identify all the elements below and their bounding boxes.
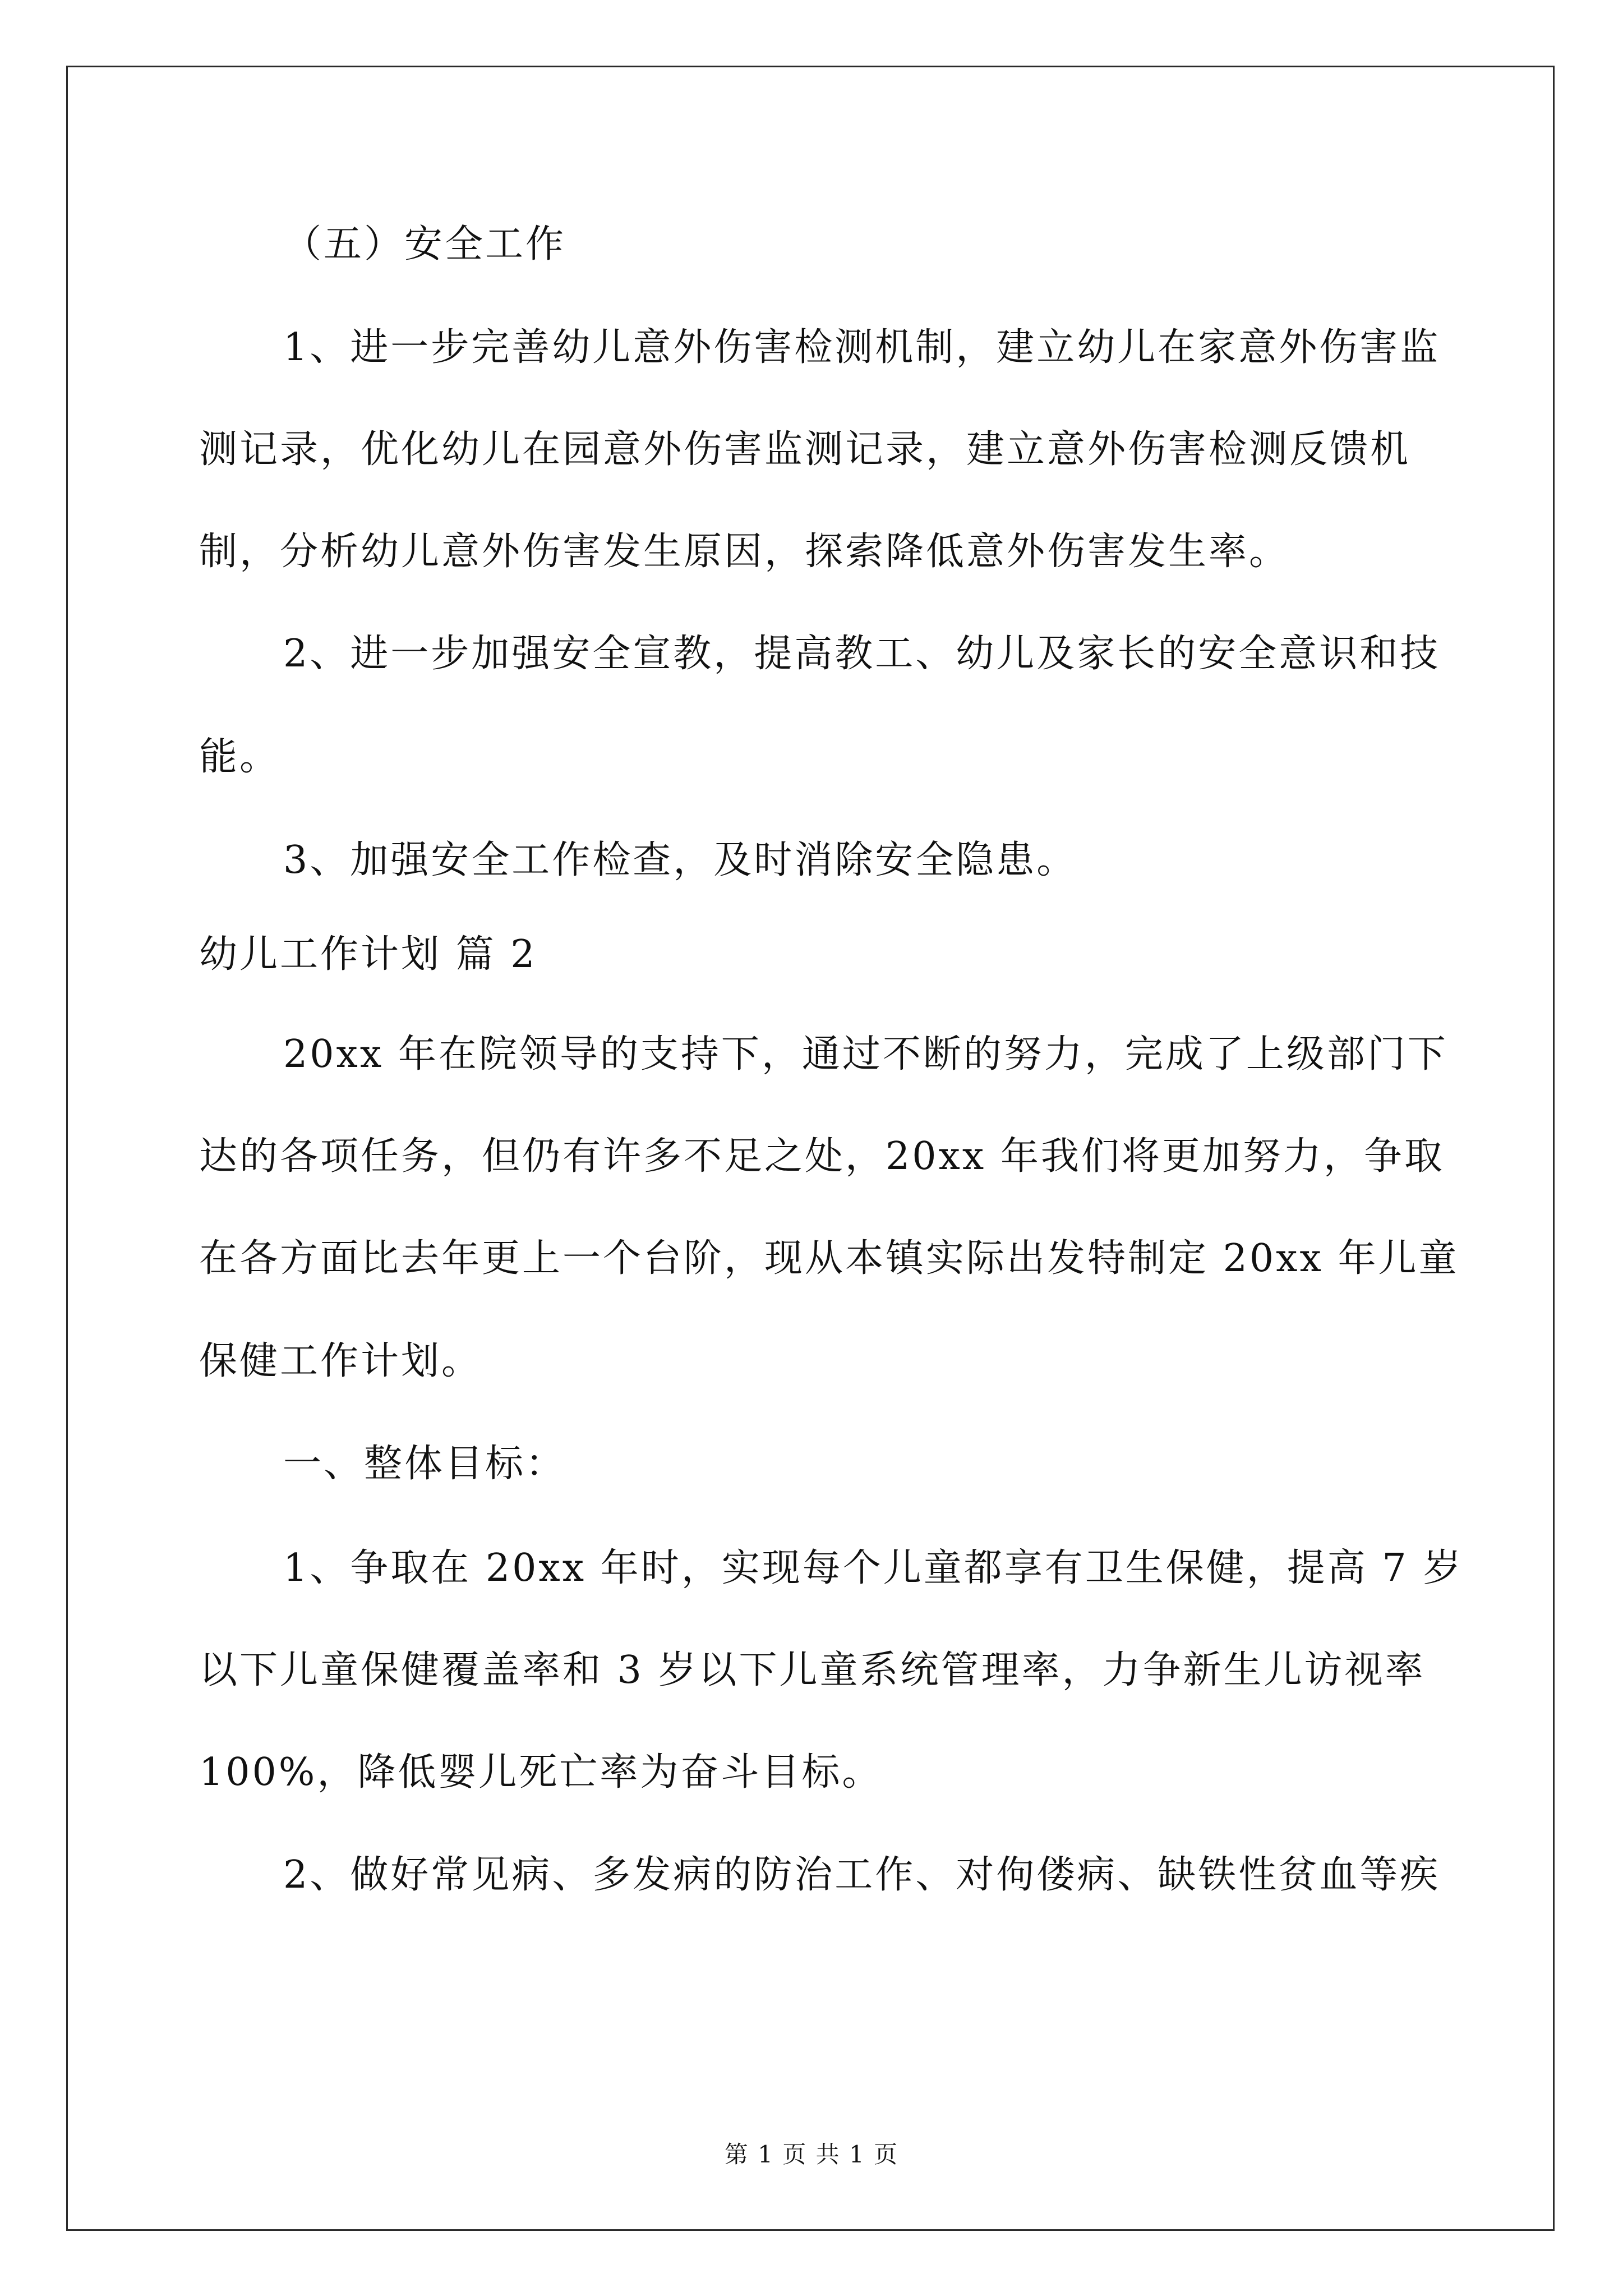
safety-item-1-line-1: 1、进一步完善幼儿意外伤害检测机制，建立幼儿在家意外伤害监 [283,325,1441,370]
intro-line-4: 保健工作计划。 [199,1339,482,1383]
page-footer: 第 1 页 共 1 页 [724,2141,899,2168]
goals-heading: 一、整体目标： [283,1442,566,1486]
safety-heading: （五）安全工作 [283,222,566,266]
safety-item-1-line-3: 制，分析幼儿意外伤害发生原因，探索降低意外伤害发生率。 [199,530,1290,574]
section-title: 幼儿工作计划 篇 2 [199,932,537,977]
document-body [199,0,1464,2296]
safety-item-2-line-1: 2、进一步加强安全宣教，提高教工、幼儿及家长的安全意识和技 [283,632,1441,676]
goal-1-line-1: 1、争取在 20xx 年时，实现每个儿童都享有卫生保健，提高 7 岁 [283,1546,1464,1590]
intro-line-1: 20xx 年在院领导的支持下，通过不断的努力，完成了上级部门下 [283,1032,1448,1076]
goal-2-line-1: 2、做好常见病、多发病的防治工作、对佝偻病、缺铁性贫血等疾 [283,1853,1441,1897]
intro-line-3: 在各方面比去年更上一个台阶，现从本镇实际出发特制定 20xx 年儿童 [199,1236,1459,1281]
intro-line-2: 达的各项任务，但仍有许多不足之处，20xx 年我们将更加努力，争取 [199,1134,1445,1179]
safety-item-3: 3、加强安全工作检查，及时消除安全隐患。 [283,838,1077,882]
goal-1-line-3: 100%，降低婴儿死亡率为奋斗目标。 [199,1750,883,1795]
goal-1-line-2: 以下儿童保健覆盖率和 3 岁以下儿童系统管理率，力争新生儿访视率 [199,1648,1426,1692]
safety-item-1-line-2: 测记录，优化幼儿在园意外伤害监测记录，建立意外伤害检测反馈机 [199,427,1411,472]
safety-item-2-line-2: 能。 [199,735,280,779]
